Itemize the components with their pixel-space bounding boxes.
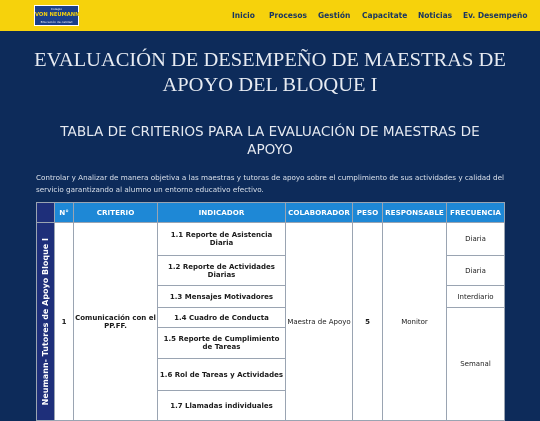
side-header-cell [37,203,55,223]
cell-frecuencia-1: Diaria [447,223,505,256]
school-logo[interactable] [34,5,79,26]
page-title-line-1: EVALUACIÓN DE DESEMPEÑO DE MAESTRAS DE [34,49,506,71]
page-title-line-2: APOYO DEL BLOQUE I [162,74,378,96]
cell-frecuencia-4: Semanal [447,308,505,421]
cell-colaborador: Maestra de Apoyo [286,223,353,421]
cell-frecuencia-3: Interdiario [447,286,505,308]
cell-indicador-1-3: 1.3 Mensajes Motivadores [158,286,286,308]
header-numero: N° [55,203,74,223]
table-row [37,223,505,256]
header-peso: PESO [353,203,383,223]
cell-criterio: Comunicación con el PP.FF. [74,223,158,421]
logo-brand-text: VON NEUMANN [35,12,80,18]
logo-tagline: Educación de calidad [40,20,73,24]
nav-gestion[interactable]: Gestión [318,11,351,20]
nav-inicio[interactable]: Inicio [232,11,255,20]
cell-numero: 1 [55,223,74,421]
nav-noticias[interactable]: Noticias [418,11,453,20]
cell-indicador-1-5: 1.5 Reporte de Cumplimiento de Tareas [158,328,286,359]
table-title-line-2: APOYO [247,142,293,158]
cell-responsable: Monitor [383,223,447,421]
top-navigation-bar [0,0,540,31]
cell-indicador-1-4: 1.4 Cuadro de Conducta [158,308,286,328]
table-header-row [37,203,505,223]
side-label: Neumann- Tutores de Apoyo Bloque I [41,237,50,406]
table-title [10,123,530,159]
header-indicador: INDICADOR [158,203,286,223]
cell-peso: 5 [353,223,383,421]
cell-indicador-1-1: 1.1 Reporte de Asistencia Diaria [158,223,286,256]
side-label-cell [37,223,55,421]
header-frecuencia: FRECUENCIA [447,203,505,223]
page-description: Controlar y Analizar de manera objetiva a las maestras y tutoras de apoyo sobre el cumplimiento de sus actividades y calidad del servicio garantizando al alumno un entorno educativo efectivo. [36,173,505,194]
cell-frecuencia-2: Diaria [447,256,505,286]
table-title-line-1: TABLA DE CRITERIOS PARA LA EVALUACIÓN DE MAESTRAS DE [60,124,480,140]
logo-small-text: Colegio [50,7,63,11]
criteria-table [36,202,505,421]
cell-indicador-1-2: 1.2 Reporte de Actividades Diarias [158,256,286,286]
nav-capacitate[interactable]: Capacitate [362,11,408,20]
cell-indicador-1-6: 1.6 Rol de Tareas y Actividades [158,359,286,391]
page-title [10,48,530,98]
cell-indicador-1-7: 1.7 Llamadas individuales [158,391,286,421]
header-colaborador: COLABORADOR [286,203,353,223]
header-criterio: CRITERIO [74,203,158,223]
nav-procesos[interactable]: Procesos [269,11,307,20]
header-responsable: RESPONSABLE [383,203,447,223]
nav-ev-desempeno[interactable]: Ev. Desempeño [463,11,528,20]
